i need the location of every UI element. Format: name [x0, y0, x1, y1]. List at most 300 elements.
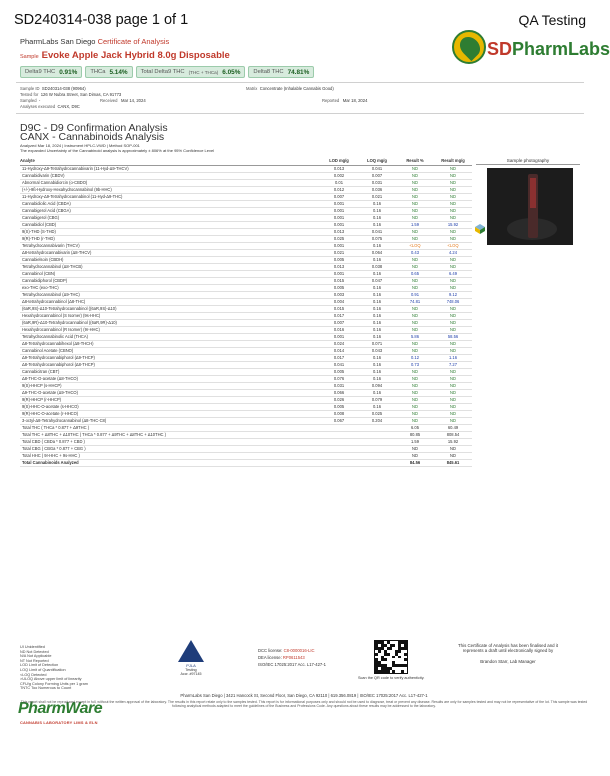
table-row: [20, 417, 472, 424]
result-percent: 5.86: [396, 333, 434, 340]
table-row: [20, 228, 472, 235]
result-mg-per-g: ND: [434, 305, 472, 312]
table-row: [20, 382, 472, 389]
total-percent: 84.56: [396, 459, 434, 466]
analyte-name: Cannabinol (CBN): [20, 270, 320, 277]
lod-value: 0.008: [320, 410, 358, 417]
results-table: [20, 155, 472, 467]
product-cube-icon: [474, 223, 486, 235]
reported: Reported Mar 18, 2024: [322, 98, 368, 103]
result-percent: ND: [396, 207, 434, 214]
total-label: Total CBG ( CBGa * 0.877 + CBG ): [20, 445, 396, 452]
lod-value: 0.014: [320, 347, 358, 354]
result-mg-per-g: ND: [434, 312, 472, 319]
result-percent: ND: [396, 396, 434, 403]
table-row: [20, 326, 472, 333]
table-row: [20, 263, 472, 270]
lod-value: 0.003: [320, 291, 358, 298]
table-row: [20, 333, 472, 340]
legend-item: LOD Limit of Detection: [20, 663, 59, 668]
lod-value: 0.001: [320, 214, 358, 221]
legend-item: TNTC Too Numerous to Count: [20, 686, 72, 691]
analyte-name: Abnormal Cannabidiorcin (o-CBDO): [20, 179, 320, 186]
analyte-name: 9(S)-THD (S-THD): [20, 228, 320, 235]
lod-value: 0.031: [320, 382, 358, 389]
analyte-name: exo-THC (exo-THC): [20, 284, 320, 291]
result-mg-per-g: ND: [434, 389, 472, 396]
lod-value: 0.013: [320, 165, 358, 172]
loq-value: 0.094: [358, 382, 396, 389]
lod-value: 0.066: [320, 389, 358, 396]
result-mg-per-g: ND: [434, 200, 472, 207]
result-mg-per-g: ND: [434, 396, 472, 403]
result-percent: <LOQ: [396, 242, 434, 249]
col-header-result-mgg: Result mg/g: [434, 155, 472, 165]
sdpharmlabs-logo: SDPharmLabs: [452, 30, 587, 70]
table-row: [20, 375, 472, 382]
legend-item: N/A Not Applicable: [20, 654, 52, 659]
coa-label: Certificate of Analysis: [97, 37, 170, 46]
legend-item: UI Unidentified: [20, 645, 45, 649]
lod-value: 0.001: [320, 242, 358, 249]
analyte-name: Δ8-tetrahydrocannabinol (Δ8-THC): [20, 298, 320, 305]
result-mg-per-g: 7.27: [434, 361, 472, 368]
result-percent: ND: [396, 403, 434, 410]
lod-value: 0.007: [320, 193, 358, 200]
result-percent: ND: [396, 228, 434, 235]
result-mg-per-g: ND: [434, 186, 472, 193]
lod-value: 0.001: [320, 221, 358, 228]
analysis-info: Analyzed Mar 18, 2024 | Instrument HPLC-VWD | Method SOP-001: [20, 143, 140, 148]
table-row: [20, 207, 472, 214]
loq-value: 0.16: [358, 368, 396, 375]
table-row: [20, 214, 472, 221]
sample-id: Sample ID SD240314-038 (90964): [20, 86, 86, 91]
loq-value: 0.16: [358, 270, 396, 277]
result-percent: ND: [396, 382, 434, 389]
result-mg-per-g: ND: [434, 228, 472, 235]
loq-value: 0.16: [358, 354, 396, 361]
result-mg-per-g: ND: [434, 172, 472, 179]
lod-value: 0.01: [320, 179, 358, 186]
result-percent: ND: [396, 389, 434, 396]
table-row: [20, 312, 472, 319]
result-mg-per-g: ND: [434, 256, 472, 263]
legend-item: ND Not Detected: [20, 649, 49, 654]
qr-caption: Scan the QR code to verify authenticity.: [358, 676, 425, 680]
result-mg-per-g: ND: [434, 284, 472, 291]
matrix: Matrix Concentrate (Inhalable Cannabis Good): [246, 86, 334, 91]
table-row: [20, 193, 472, 200]
loq-value: 0.16: [358, 319, 396, 326]
analyte-name: 9(R)-HHCP (r-HHCP): [20, 396, 320, 403]
table-row: [20, 319, 472, 326]
analyte-name: 9(R)-THD (r-THD): [20, 235, 320, 242]
section-title-d9c: D9C - D9 Confirmation Analysis: [20, 122, 168, 134]
result-percent: ND: [396, 368, 434, 375]
result-percent: ND: [396, 284, 434, 291]
verification-qr-code[interactable]: [374, 640, 408, 674]
result-mg-per-g: 15.92: [434, 221, 472, 228]
analyte-name: Cannabinol Acetate (CBNO): [20, 347, 320, 354]
table-row: [20, 242, 472, 249]
result-percent: ND: [396, 277, 434, 284]
table-row: [20, 298, 472, 305]
result-percent: ND: [396, 340, 434, 347]
total-row: [20, 452, 472, 459]
result-mg-per-g: ND: [434, 207, 472, 214]
total-mg-per-g: 15.92: [434, 438, 472, 445]
table-row: [20, 354, 472, 361]
total-percent: 6.05: [396, 424, 434, 431]
total-mg-per-g: ND: [434, 452, 472, 459]
photo-header: Sample photography: [476, 155, 580, 165]
total-percent: 80.85: [396, 431, 434, 438]
lod-value: 0.013: [320, 263, 358, 270]
table-row: [20, 256, 472, 263]
table-row: [20, 284, 472, 291]
loq-value: 0.16: [358, 326, 396, 333]
result-percent: 0.43: [396, 249, 434, 256]
table-row: [20, 389, 472, 396]
loq-value: 0.16: [358, 403, 396, 410]
analyte-name: Tetrahydrocannabinol (Δ8-THCB): [20, 263, 320, 270]
total-label: Total THC ( THCa * 0.877 + Δ9THC ): [20, 424, 396, 431]
loq-value: 0.16: [358, 291, 396, 298]
lod-value: 0.001: [320, 200, 358, 207]
analyte-name: 9(S)-HHCP (s-HHCP): [20, 382, 320, 389]
lod-value: 0.076: [320, 375, 358, 382]
lod-value: 0.025: [320, 235, 358, 242]
total-row: [20, 445, 472, 452]
result-mg-per-g: 9.12: [434, 291, 472, 298]
table-row: [20, 291, 472, 298]
analyses-executed: Analyses executed CANX, D9C: [20, 104, 80, 109]
analyte-name: Cannabidiolic Acid (CBDA): [20, 200, 320, 207]
total-row: [20, 438, 472, 445]
table-row: [20, 186, 472, 193]
result-mg-per-g: ND: [434, 263, 472, 270]
analyte-name: Δ8-Tetrahydrocannabihexol (Δ8-THCH): [20, 340, 320, 347]
result-percent: ND: [396, 305, 434, 312]
lod-value: 0.041: [320, 361, 358, 368]
result-mg-per-g: <LOQ: [434, 242, 472, 249]
loq-value: 0.031: [358, 179, 396, 186]
loq-value: 0.16: [358, 333, 396, 340]
lod-value: 0.005: [320, 368, 358, 375]
loq-value: 0.16: [358, 284, 396, 291]
analyte-name: Δ8-THC-O-acetate (Δ8-THCO): [20, 375, 320, 382]
result-percent: ND: [396, 172, 434, 179]
signatory-name: Brandon Starr, Lab Manager: [480, 659, 536, 664]
result-percent: 0.12: [396, 354, 434, 361]
lod-value: 0.012: [320, 186, 358, 193]
lod-value: 0.007: [320, 319, 358, 326]
loq-value: 0.047: [358, 277, 396, 284]
table-row: [20, 221, 472, 228]
lod-value: 0.015: [320, 277, 358, 284]
potency-summary: [20, 66, 314, 78]
analyte-name: Hexahydrocannabinol (S Isomer) (9s-HHC): [20, 312, 320, 319]
result-percent: ND: [396, 312, 434, 319]
table-row: [20, 179, 472, 186]
table-row: [20, 368, 472, 375]
table-row: [20, 361, 472, 368]
loq-value: 0.16: [358, 312, 396, 319]
analyte-name: Cannabidiphorol (CBDP): [20, 277, 320, 284]
sample-photo: [487, 168, 573, 245]
received: Received Mar 14, 2024: [100, 98, 146, 103]
product-title: [20, 50, 230, 61]
result-mg-per-g: 58.56: [434, 333, 472, 340]
loq-value: 0.16: [358, 221, 396, 228]
loq-value: 0.16: [358, 256, 396, 263]
result-percent: ND: [396, 347, 434, 354]
result-percent: ND: [396, 410, 434, 417]
table-row: [20, 277, 472, 284]
qa-testing-label: QA Testing: [518, 12, 586, 28]
lod-value: 0.005: [320, 256, 358, 263]
result-mg-per-g: ND: [434, 326, 472, 333]
result-percent: 0.65: [396, 270, 434, 277]
section-title-canx: CANX - Cannabinoids Analysis: [20, 131, 165, 143]
table-row: [20, 165, 472, 172]
analyte-name: Cannabielsoin (CBDH): [20, 256, 320, 263]
lab-name-line: [20, 37, 169, 46]
analyte-name: 9(S)-HHC-O-acetate (s-HHCO): [20, 403, 320, 410]
col-header-lod: LOD mg/g: [320, 155, 358, 165]
result-mg-per-g: 748.06: [434, 298, 472, 305]
legend-item: >ULOQ Above upper limit of linearity: [20, 677, 82, 682]
lod-value: 0.017: [320, 312, 358, 319]
result-mg-per-g: ND: [434, 403, 472, 410]
pill-delta8-thc: Delta8 THC 74.81%: [248, 66, 314, 78]
table-row: [20, 200, 472, 207]
result-percent: 0.73: [396, 361, 434, 368]
divider: [16, 82, 584, 83]
result-percent: ND: [396, 263, 434, 270]
analyte-name: Cannabicitran (CBT): [20, 368, 320, 375]
loq-value: 0.041: [358, 228, 396, 235]
sample-tag: Sample: [20, 54, 39, 60]
lod-value: 0.001: [320, 333, 358, 340]
result-mg-per-g: ND: [434, 340, 472, 347]
result-percent: 0.91: [396, 291, 434, 298]
analyte-name: Tetrahydrocannabinolic Acid (THCA): [20, 333, 320, 340]
legend-item: LOQ Limit of Quantification: [20, 667, 66, 672]
total-label: Total THC + Δ8THC + Δ10THC ( THCa * 0.877 + Δ9THC + Δ8THC + Δ10THC ): [20, 431, 396, 438]
analyte-name: Hexahydrocannabinol (R Isomer) (9r-HHC): [20, 326, 320, 333]
analyte-name: Δ8-Tetrahydrocannabiphorol (Δ8-THCP): [20, 361, 320, 368]
analyte-name: Cannabidivarin (CBDV): [20, 172, 320, 179]
sampled: Sampled -: [20, 98, 41, 103]
total-label: Total CBD ( CBDa * 0.877 + CBD ): [20, 438, 396, 445]
table-row: [20, 396, 472, 403]
analyte-name: (6aR,9S)-Δ10-Tetrahydrocannabinol ((6aR,9S)-Δ10): [20, 305, 320, 312]
analyte-name: Cannabigerol (CBG): [20, 214, 320, 221]
report-id: SD240314-038 page 1 of 1: [14, 12, 189, 28]
analyte-name: Tetrahydrocannabinol (Δ9-THC): [20, 291, 320, 298]
result-percent: ND: [396, 179, 434, 186]
result-mg-per-g: ND: [434, 417, 472, 424]
total-row: [20, 424, 472, 431]
signoff-note: This Certificate of Analysis has been finalised and it represents a draft until electronically signed by: [457, 643, 559, 654]
loq-value: 0.16: [358, 207, 396, 214]
loq-value: 0.071: [358, 340, 396, 347]
lod-value: 0.002: [320, 172, 358, 179]
lab-name: PharmLabs San Diego: [20, 37, 96, 46]
result-percent: ND: [396, 200, 434, 207]
col-header-analyte: Analyte: [20, 155, 320, 165]
pill-total-delta9-thc: Total Delta9 THC (THC + THCa) 6.05%: [136, 66, 246, 78]
analyte-name: 11-Hydroxy-Δ9-Tetrahydrocannabivarin (11-Hyd-Δ9-THCV): [20, 165, 320, 172]
pharmware-logo: PharmWare CANNABIS LABORATORY LIMS & ELN: [18, 700, 103, 725]
lod-value: 0.067: [320, 417, 358, 424]
result-percent: ND: [396, 256, 434, 263]
table-row: [20, 270, 472, 277]
table-row: [20, 347, 472, 354]
logo-badge-icon: [452, 30, 486, 64]
result-mg-per-g: ND: [434, 179, 472, 186]
loq-value: 0.036: [358, 186, 396, 193]
result-percent: ND: [396, 193, 434, 200]
result-mg-per-g: ND: [434, 165, 472, 172]
table-row: [20, 172, 472, 179]
analyte-name: Tetrahydrocannabivarin (THCV): [20, 242, 320, 249]
analyte-name: (+/-)-9ß-Hydroxy-Hexahydrocannabinol (9b-HHC): [20, 186, 320, 193]
lod-value: 0.013: [320, 228, 358, 235]
loq-value: 0.025: [358, 410, 396, 417]
analyte-name: Cannabigerol Acid (CBGA): [20, 207, 320, 214]
divider: [16, 113, 584, 114]
loq-value: 0.079: [358, 396, 396, 403]
legend-item: <LOQ Detected: [20, 672, 47, 677]
result-percent: 1.59: [396, 221, 434, 228]
loq-value: 0.021: [358, 193, 396, 200]
total-mg-per-g: ND: [434, 445, 472, 452]
col-header-result-pct: Result %: [396, 155, 434, 165]
table-row: [20, 403, 472, 410]
loq-value: 0.16: [358, 375, 396, 382]
pill-thca: THCa 5.14%: [85, 66, 132, 78]
total-mg-per-g: 60.49: [434, 424, 472, 431]
lod-value: 0.017: [320, 354, 358, 361]
loq-value: 0.075: [358, 235, 396, 242]
loq-value: 0.041: [358, 165, 396, 172]
lod-value: 0.005: [320, 284, 358, 291]
total-row: [20, 459, 472, 466]
analyte-name: Δ9-Tetrahydrocannabiphorol (Δ9-THCP): [20, 354, 320, 361]
result-percent: ND: [396, 319, 434, 326]
table-row: [20, 410, 472, 417]
tested-for: Tested for 126 W Nubra Street, San Dimas, CA 91773: [20, 92, 122, 97]
result-mg-per-g: ND: [434, 375, 472, 382]
lod-value: 0.001: [320, 270, 358, 277]
product-name: Evoke Apple Jack Hybrid 8.0g Disposable: [41, 50, 230, 61]
analyte-name: Δ8-tetrahydrocannabivarin (Δ8-THCV): [20, 249, 320, 256]
result-mg-per-g: ND: [434, 410, 472, 417]
col-header-loq: LOQ mg/g: [358, 155, 396, 165]
lod-value: 0.015: [320, 305, 358, 312]
result-mg-per-g: ND: [434, 368, 472, 375]
lod-value: 0.004: [320, 298, 358, 305]
total-mg-per-g: 808.54: [434, 431, 472, 438]
pill-delta9-thc: Delta9 THC 0.91%: [20, 66, 82, 78]
result-percent: ND: [396, 375, 434, 382]
analyte-name: Cannabidiol (CBD): [20, 221, 320, 228]
lod-value: 0.005: [320, 403, 358, 410]
result-mg-per-g: 6.49: [434, 270, 472, 277]
lod-value: 0.026: [320, 396, 358, 403]
analyte-name: Δ9-THC-O-acetate (Δ9-THCO): [20, 389, 320, 396]
total-row: [20, 431, 472, 438]
result-percent: ND: [396, 165, 434, 172]
result-percent: ND: [396, 214, 434, 221]
loq-value: 0.038: [358, 263, 396, 270]
result-percent: ND: [396, 186, 434, 193]
result-percent: ND: [396, 417, 434, 424]
table-row: [20, 305, 472, 312]
loq-value: 0.16: [358, 298, 396, 305]
total-percent: ND: [396, 452, 434, 459]
analyte-name: 11-Hydroxy-Δ9-Tetrahydrocannabinol (11-Hyd-Δ9-THC): [20, 193, 320, 200]
result-mg-per-g: ND: [434, 382, 472, 389]
analyte-name: 9(R)-HHC-O-acetate (r-HHCO): [20, 410, 320, 417]
result-mg-per-g: 4.24: [434, 249, 472, 256]
table-row: [20, 235, 472, 242]
loq-value: 0.16: [358, 214, 396, 221]
result-mg-per-g: ND: [434, 235, 472, 242]
result-mg-per-g: ND: [434, 319, 472, 326]
loq-value: 0.16: [358, 200, 396, 207]
table-row: [20, 249, 472, 256]
result-mg-per-g: ND: [434, 214, 472, 221]
total-label: Total HHC ( 9r-HHC + 9s-HHC ): [20, 452, 396, 459]
loq-value: 0.064: [358, 249, 396, 256]
loq-value: 0.043: [358, 347, 396, 354]
result-mg-per-g: ND: [434, 347, 472, 354]
loq-value: 0.16: [358, 242, 396, 249]
result-percent: ND: [396, 235, 434, 242]
lod-value: 0.016: [320, 326, 358, 333]
abbreviation-legend: [20, 645, 88, 691]
total-mg-per-g: 845.61: [434, 459, 472, 466]
loq-value: 0.007: [358, 172, 396, 179]
analyte-name: 3-octyl-Δ8-Tetrahydrocannabinol (Δ8-THC-C8): [20, 417, 320, 424]
result-percent: ND: [396, 326, 434, 333]
uncertainty-note: The expanded Uncertainty of the Cannabinoid analysis is approximately ± 806% at the 95% Confidence Level: [20, 148, 215, 153]
lod-value: 0.021: [320, 249, 358, 256]
total-percent: 1.59: [396, 438, 434, 445]
analyte-name: (6aR,9R)-Δ10-Tetrahydrocannabinol ((6aR,9R)-Δ10): [20, 319, 320, 326]
footer-disclaimer: This report shall not be reproduced except in full, without the written approval of the laboratory. The results in this report relate only to the samples tested. This report is for informational purposes only and should not be used to diagnose, treat or prevent any disease. Results are only for samples tested and may not be representative of the lot. This sample was tested following analytical methods adapted to meet the guidelines of the Business and Professions Code. Any questions about these results may be addressed to the laboratory.: [20, 700, 588, 709]
legend-item: CFU/g Colony Forming Units per 1 gram: [20, 681, 88, 686]
loq-value: 0.16: [358, 305, 396, 312]
loq-value: 0.16: [358, 361, 396, 368]
result-percent: 74.81: [396, 298, 434, 305]
loq-value: 0.16: [358, 389, 396, 396]
total-percent: ND: [396, 445, 434, 452]
footer-address: PharmLabs San Diego | 3421 Hancock St, Second Floor, San Diego, CA 92110 | 619.356.0819 | ISO/IEC 17025:2017 Acc. L17-427-1: [180, 693, 428, 698]
total-label: Total Cannabinoids Analyzed: [20, 459, 396, 466]
table-row: [20, 340, 472, 347]
lod-value: 0.001: [320, 207, 358, 214]
result-mg-per-g: ND: [434, 193, 472, 200]
lod-value: 0.024: [320, 340, 358, 347]
legend-item: NT Not Reported: [20, 658, 49, 663]
pjla-accreditation-logo: PJLA Testing Accr. #97145: [176, 640, 206, 678]
result-mg-per-g: ND: [434, 277, 472, 284]
